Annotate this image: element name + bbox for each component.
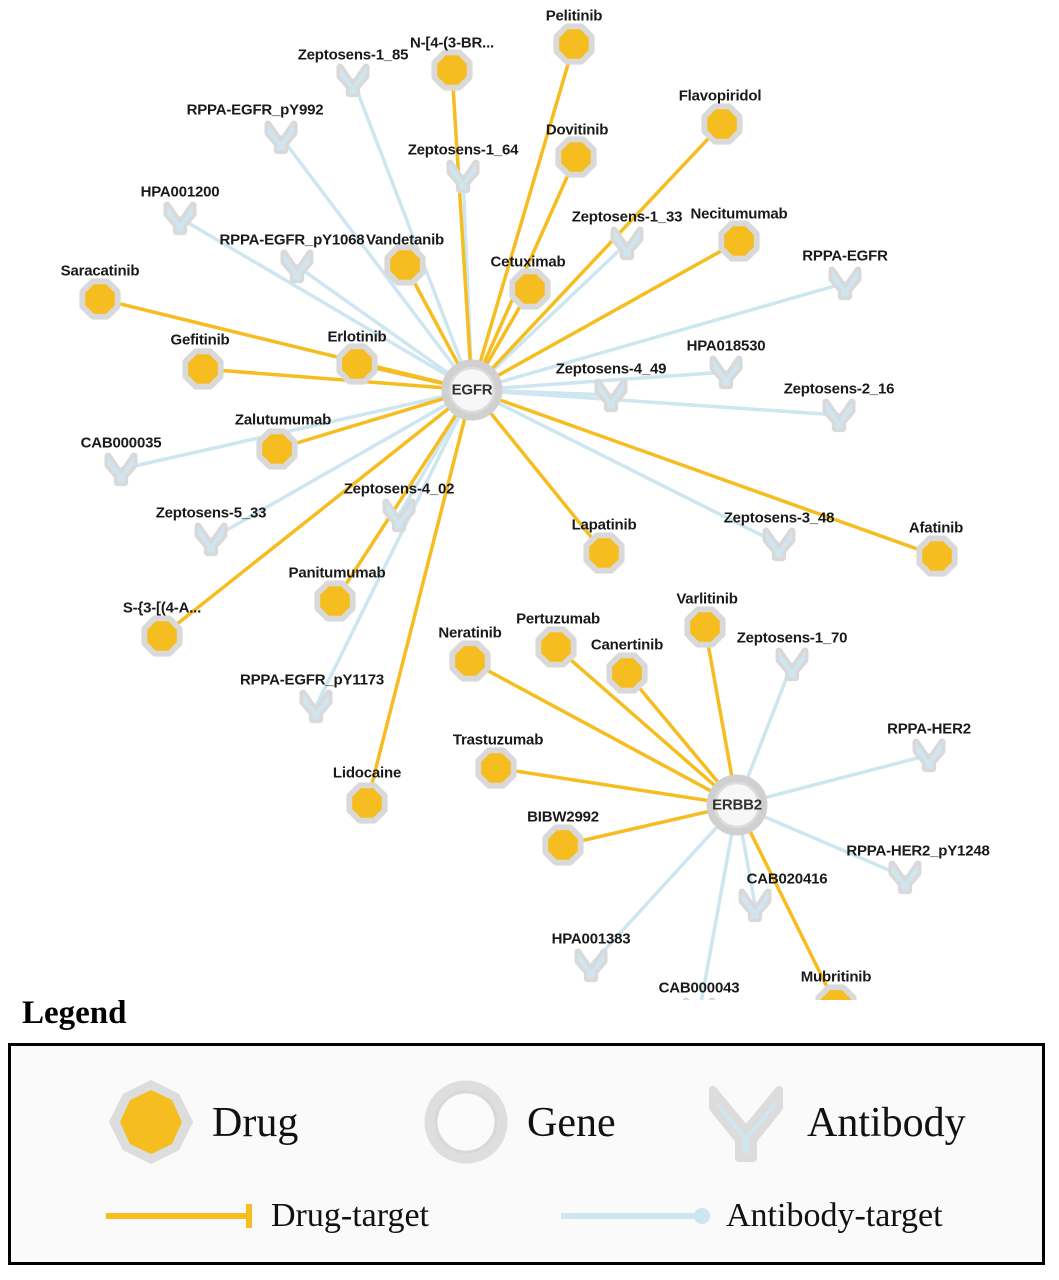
edge (203, 369, 446, 388)
drug-node (479, 751, 512, 784)
antibody-node (713, 359, 739, 386)
legend-box (8, 1043, 1045, 1265)
drug-label: N-[4-(3-BR... (409, 34, 495, 52)
legend-label-gene: Gene (527, 1100, 616, 1146)
drug-node (539, 630, 572, 663)
drug-node (688, 610, 721, 643)
drug-label: BIBW2992 (527, 808, 599, 826)
drug-node (705, 107, 738, 140)
edge (762, 755, 929, 798)
antibody-label: Zeptosens-4_49 (555, 360, 667, 378)
drug-node (453, 644, 486, 677)
drug-node (557, 27, 590, 60)
legend-item-antibody-target (556, 1196, 943, 1236)
antibody-label: Zeptosens-1_70 (736, 629, 848, 647)
drug-node (587, 536, 620, 569)
antibody-label: Zeptosens-1_33 (571, 208, 683, 226)
drug-node (260, 432, 293, 465)
antibody-node (386, 502, 412, 529)
drug-label: Canertinib (590, 636, 664, 654)
edge (479, 44, 574, 365)
antibody-label: RPPA-HER2 (887, 720, 971, 738)
antibody-label: RPPA-EGFR_pY1173 (239, 671, 385, 689)
antibody-label: RPPA-EGFR (802, 247, 888, 265)
antibody-node (108, 456, 134, 483)
antibody-node (598, 382, 624, 409)
antibody-label: Zeptosens-4_02 (343, 480, 455, 498)
drug-label: Trastuzumab (452, 731, 544, 749)
antibody-node (892, 864, 918, 891)
drug-node (610, 656, 643, 689)
antibody-label: Zeptosens-1_85 (297, 46, 409, 64)
edge (496, 399, 937, 556)
drug-label: Gefitinib (170, 331, 230, 349)
drug-icon (106, 1078, 196, 1168)
antibody-target-edge-icon (556, 1196, 716, 1236)
drug-label: Lapatinib (571, 516, 637, 534)
gene-label: EGFR (451, 381, 493, 399)
legend-item-antibody (701, 1078, 966, 1168)
edge (627, 673, 720, 785)
drug-label: Cetuximab (490, 253, 566, 271)
legend-label-antibody-target: Antibody-target (726, 1197, 943, 1234)
drug-label: S-{3-[(4-A... (122, 599, 202, 617)
drug-label: Pelitinib (545, 7, 603, 25)
drug-label: Mubritinib (800, 968, 872, 986)
drug-label: Zalutumumab (234, 411, 332, 429)
drug-label: Vandetanib (365, 231, 445, 249)
legend-label-drug-target: Drug-target (271, 1197, 429, 1234)
antibody-node (303, 693, 329, 720)
drug-node (186, 352, 219, 385)
edge (490, 121, 722, 371)
legend-item-drug (106, 1078, 298, 1168)
antibody-label: HPA001383 (551, 930, 631, 948)
drug-node (318, 584, 351, 617)
drug-label: Pertuzumab (516, 610, 600, 628)
edge (699, 831, 732, 1000)
antibody-label: HPA001200 (140, 183, 220, 201)
antibody-node (450, 163, 476, 190)
antibody-label: RPPA-EGFR_pY992 (186, 101, 324, 119)
drug-node (435, 53, 468, 86)
antibody-node (340, 67, 366, 94)
antibody-node (578, 952, 604, 979)
drug-label: Dovitinib (545, 121, 609, 139)
legend-label-antibody: Antibody (807, 1100, 966, 1146)
gene-label: ERBB2 (712, 796, 762, 814)
antibody-node (779, 651, 805, 678)
drug-label: Afatinib (908, 519, 964, 537)
antibody-label: RPPA-EGFR_pY1068 (219, 231, 365, 249)
drug-node (145, 619, 178, 652)
edge (746, 664, 792, 781)
drug-node (350, 786, 383, 819)
drug-label: Lidocaine (332, 764, 402, 782)
gene-icon (421, 1078, 511, 1168)
drug-node (388, 248, 421, 281)
drug-label: Neratinib (438, 624, 502, 642)
drug-target-edge-icon (101, 1196, 261, 1236)
legend-title: Legend (22, 995, 127, 1031)
legend-label-drug: Drug (212, 1100, 299, 1146)
antibody-node (916, 742, 942, 769)
antibody-label: CAB000035 (80, 434, 162, 452)
edge (705, 627, 732, 779)
drug-label: Saracatinib (60, 262, 140, 280)
drug-label: Necitumumab (690, 205, 788, 223)
antibody-label: Zeptosens-3_48 (723, 509, 835, 527)
legend-item-gene (421, 1078, 616, 1168)
drug-label: Panitumumab (288, 564, 386, 582)
antibody-node (766, 531, 792, 558)
drug-node (559, 140, 592, 173)
edge (353, 80, 463, 366)
antibody-label: HPA018530 (686, 337, 766, 355)
antibody-node (167, 205, 193, 232)
drug-node (920, 539, 953, 572)
drug-node (819, 988, 852, 1000)
legend-item-drug-target (101, 1196, 429, 1236)
antibody-node (198, 526, 224, 553)
drug-label: Erlotinib (327, 328, 387, 346)
antibody-label: RPPA-HER2_pY1248 (846, 842, 990, 860)
drug-node (340, 347, 373, 380)
antibody-label: CAB000043 (658, 979, 740, 997)
antibody-label: Zeptosens-5_33 (155, 504, 267, 522)
antibody-icon (701, 1078, 791, 1168)
drug-label: Flavopiridol (678, 87, 762, 105)
drug-node (546, 828, 579, 861)
antibody-label: Zeptosens-1_64 (407, 141, 519, 159)
edge (452, 70, 470, 364)
antibody-label: Zeptosens-2_16 (783, 380, 895, 398)
drug-node (83, 282, 116, 315)
antibody-label: CAB020416 (746, 870, 828, 888)
antibody-node (826, 402, 852, 429)
antibody-node (832, 270, 858, 297)
drug-label: Varlitinib (676, 590, 738, 608)
antibody-node (284, 253, 310, 280)
drug-node (722, 224, 755, 257)
drug-node (513, 272, 546, 305)
